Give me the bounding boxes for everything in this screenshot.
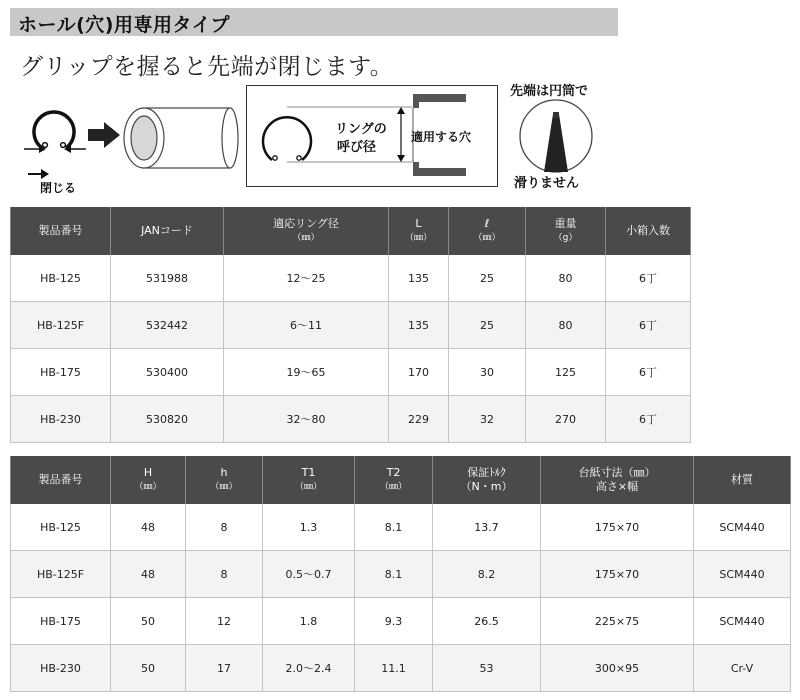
t2-header-h: h （㎜） [186,456,263,504]
t1-header-l: ℓ （㎜） [449,207,526,255]
table-cell: 30 [449,349,526,396]
table-cell: 531988 [111,255,224,302]
table-cell: 53 [433,645,541,692]
transition-arrow-icon [88,122,120,148]
table-cell: 300×95 [541,645,694,692]
table-cell: HB-230 [11,645,111,692]
table-cell: 532442 [111,302,224,349]
table-cell: 530820 [111,396,224,443]
table-row [11,396,691,443]
table-cell: HB-125F [11,302,111,349]
t1-header-jan-code: JANコード [111,207,224,255]
table-cell: 50 [111,598,186,645]
table-cell: 530400 [111,349,224,396]
tip-label-2: 滑りません [514,176,580,191]
table-row [11,598,791,645]
table-cell: Cr-V [694,645,791,692]
table-cell: 125 [526,349,606,396]
table-cell: 80 [526,255,606,302]
table-cell: 135 [389,255,449,302]
page-title: ホール(穴)用専用タイプ [18,14,231,36]
table-row [11,645,791,692]
table-cell: HB-175 [11,598,111,645]
subtitle: グリップを握ると先端が閉じます。 [20,54,394,80]
table-cell: 12～25 [224,255,389,302]
table-cell: 48 [111,551,186,598]
table-row [11,504,791,551]
table-cell: 11.1 [355,645,433,692]
t2-header-card-size: 台紙寸法（㎜） 高さ×幅 [541,456,694,504]
title-bar [10,8,618,36]
table-cell: HB-125 [11,504,111,551]
table-cell: 32 [449,396,526,443]
table-cell: 2.0～2.4 [263,645,355,692]
table-cell: HB-125F [11,551,111,598]
table-cell: 26.5 [433,598,541,645]
table-cell: 175×70 [541,551,694,598]
table-cell: SCM440 [694,551,791,598]
table-cell: 80 [526,302,606,349]
table-cell: HB-230 [11,396,111,443]
hole-section-diagram [246,85,498,187]
table-cell: 17 [186,645,263,692]
table-cell: 225×75 [541,598,694,645]
table-cell: 170 [389,349,449,396]
table-cell: 1.8 [263,598,355,645]
table-cell: SCM440 [694,504,791,551]
t2-header-torque: 保証ﾄﾙｸ （N・m） [433,456,541,504]
table-cell: 25 [449,255,526,302]
table-cell: 0.5～0.7 [263,551,355,598]
spec-table-1 [10,207,691,443]
table-cell: HB-175 [11,349,111,396]
table-cell: SCM440 [694,598,791,645]
table-cell: 6丁 [606,302,691,349]
t2-header-T1: T1 （㎜） [263,456,355,504]
table-cell: 6～11 [224,302,389,349]
table-cell: 8.1 [355,504,433,551]
table-row [11,302,691,349]
table-cell: 6丁 [606,396,691,443]
t2-header-material: 材質 [694,456,791,504]
hole-label: 適用する穴 [411,130,472,144]
cylindrical-tip-icon [518,98,594,174]
illustration [0,80,800,200]
t1-header-L: L （㎜） [389,207,449,255]
t1-header-box-qty: 小箱入数 [606,207,691,255]
table-row [11,349,691,396]
table-row [11,255,691,302]
close-label: 閉じる [40,181,77,195]
ring-diameter-label-2: 呼び径 [337,140,377,155]
table-cell: 13.7 [433,504,541,551]
table-cell: 25 [449,302,526,349]
table-cell: 175×70 [541,504,694,551]
table-cell: 32～80 [224,396,389,443]
table-cell: 270 [526,396,606,443]
table-cell: HB-125 [11,255,111,302]
t2-header-product-no: 製品番号 [11,456,111,504]
t1-header-product-no: 製品番号 [11,207,111,255]
spec-table-2 [10,456,791,692]
t2-header-T2: T2 （㎜） [355,456,433,504]
table-cell: 8.2 [433,551,541,598]
table-cell: 50 [111,645,186,692]
t2-header-H: H （㎜） [111,456,186,504]
table-cell: 135 [389,302,449,349]
table-row [11,551,791,598]
t1-header-weight: 重量 （g） [526,207,606,255]
table-cell: 6丁 [606,349,691,396]
table-cell: 229 [389,396,449,443]
table-cell: 48 [111,504,186,551]
table-cell: 6丁 [606,255,691,302]
table-cell: 19～65 [224,349,389,396]
cylinder-hole-icon [122,106,240,170]
table-cell: 1.3 [263,504,355,551]
table-cell: 8 [186,504,263,551]
tip-label-1: 先端は円筒で [510,84,589,99]
table-cell: 8 [186,551,263,598]
t1-header-ring-diameter: 適応リング径 （㎜） [224,207,389,255]
close-arrows-icon [22,140,88,158]
ring-diameter-label-1: リングの [335,122,387,137]
table-cell: 12 [186,598,263,645]
table-cell: 9.3 [355,598,433,645]
table-cell: 8.1 [355,551,433,598]
